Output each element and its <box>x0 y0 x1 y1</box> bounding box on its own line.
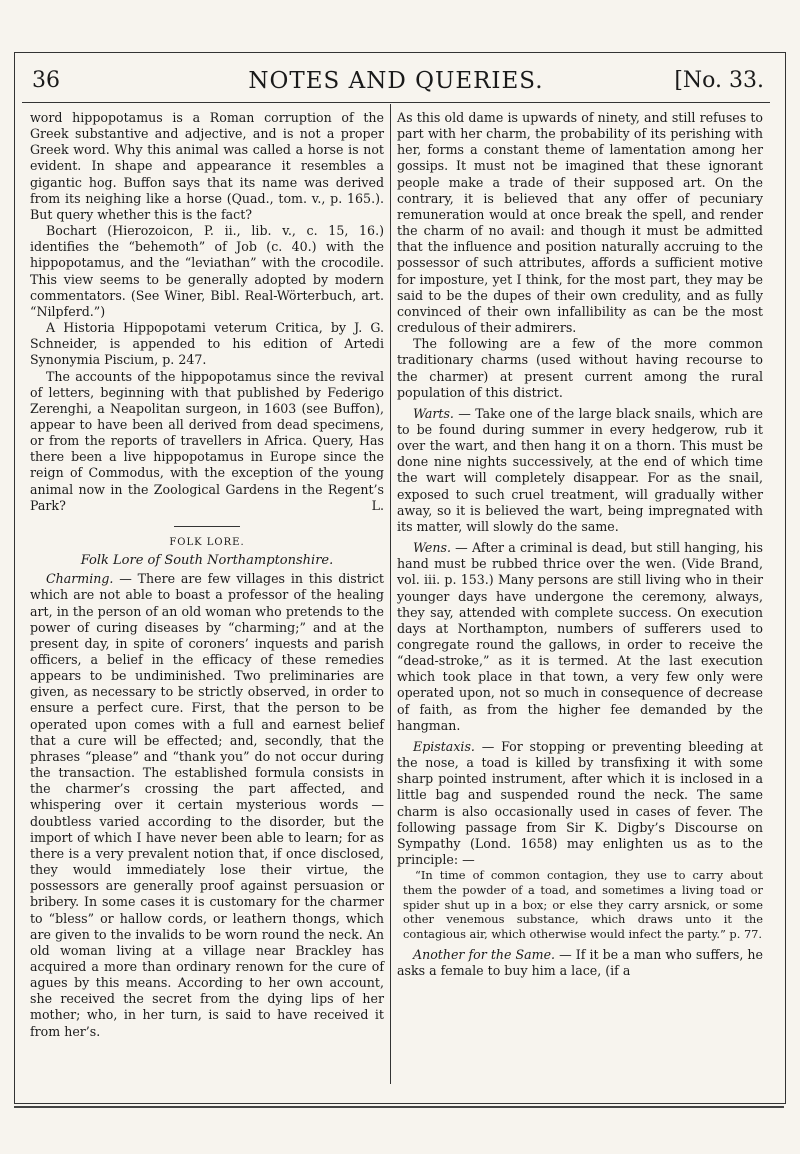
charming-title: Charming. <box>46 571 114 587</box>
page-header <box>22 62 770 103</box>
left-column <box>30 110 384 1040</box>
journal-title: NOTES AND QUERIES. <box>248 68 544 94</box>
charming-paragraph: Charming. — There are few villages in this district which are not able to boast a professor of the healing art, in the person of an old woman who pretends to the power of curing diseases by “charming;” and at the present day, in spite of coroners’ inquests and parish officers, a belief in the efficacy of these remedies appears to be undiminished. Two preliminaries are given, as necessary to be strictly observed, in order to ensure a perfect cure. First, that the person to be operated upon comes with a full and earnest belief that a cure will be effected; and, secondly, that the phrases “please” and “thank you” do not occur during the transaction. The established formula consists in the charmer’s crossing the part affected, and whispering over it certain mysterious words — doubtless varied according to the disorder, but the import of which I have never been able to learn; for as there is a very prevalent notion that, if once disclosed, they would immediately lose their virtue, the possessors are generally proof against persuasion or bribery. In some cases it is customary for the charmer to “bless” or hallow cords, or leathern thongs, which are given to the invalids to be worn round the neck. An old woman living at a village near Brackley has acquired a more than ordinary renown for the cure of agues by this means. According to her own account, she received the secret from the dying lips of her mother; who, in her turn, is said to have received it from her’s. <box>30 571 384 1039</box>
hippo-paragraph-4: The accounts of the hippopotamus since the revival of letters, beginning with that published by Federigo Zerenghi, a Neapolitan surgeon, in 1603 (see Buffon), appear to have been all derived from dead specimens, or from the reports of travellers in Africa. Query, Has there been a live hippopotamus in Europe since the reign of Commodus, with the exception of the young animal now in the Zoological Gardens in the Regent’s Park? L. <box>30 368 384 513</box>
another-paragraph: Another for the Same. — If it be a man who suffers, he asks a female to buy him a lace, (if a <box>397 946 763 978</box>
section-subheading: Folk Lore of South Northamptonshire. <box>80 553 334 569</box>
warts-title: Warts. <box>413 405 454 421</box>
charm-paragraph-cont: As this old dame is upwards of ninety, and still refuses to part with her charm, the probability of its perishing with her, forms a constant theme of lamentation among her gossips. It must not be imagined that these ignorant people make a trade of their supposed art. On the contrary, it is believed that any offer of pecuniary remuneration would at once break the spell, and render the charm of no avail: and though it must be admitted that the influence and position naturally accruing to the possessor of such attributes, affords a sufficient motive for imposture, yet I think, for the most part, they may be said to be the dupes of their own credulity, and as fully convinced of their own infallibility as can be the most credulous of their admirers. <box>397 110 763 336</box>
epistaxis-title: Epistaxis. <box>413 738 475 754</box>
right-column <box>397 110 763 979</box>
quote-text: “In time of common contagion, they use to carry about them the powder of a toad, and sometimes a living toad or spider shut up in a box; or else they carry arsnick, or some other venemous substance, which draws unto it the contagious air, which otherwise would infect the party.” p. 77. <box>403 868 763 941</box>
wens-paragraph: Wens. — After a criminal is dead, but still hanging, his hand must be rubbed thrice over the wen. (Vide Brand, vol. iii. p. 153.) Many persons are still living who in their younger days have undergone the ceremony, always, they say, attended with complete success. On execution days at Northampton, numbers of sufferers used to congregate round the gallows, in order to receive the “dead-stroke,” as it is termed. At the last execution which took place in that town, a very few only were operated upon, not so much in consequence of decrease of faith, as from the higher fee demanded by the hangman. <box>397 540 763 733</box>
wens-title: Wens. <box>413 540 451 556</box>
hippo-paragraph-2: Bochart (Hierozoicon, P. ii., lib. v., c. 15, 16.) identifies the “behemoth” of Job (c. 40.) with the hippopotamus, and the “leviathan” with the crocodile. This view seems to be generally adopted by modern commentators. (See Winer, Bibl. Real-Wörterbuch, art. “Nilpferd.”) <box>30 223 384 319</box>
hippo-paragraph-1: word hippopotamus is a Roman corruption of the Greek substantive and adjective, and is not a proper Greek word. Why this animal was called a horse is not evident. In shape and appearance it resembles a gigantic hog. Buffon says that its name was derived from its neighing like a horse (Quad., tom. v., p. 165.). But query whether this is the fact? <box>30 110 384 222</box>
warts-paragraph: Warts. — Take one of the large black snails, which are to be found during summer in every hedgerow, rub it over the wart, and then hang it on a thorn. This must be done nine nights successively, at the end of which time the wart will completely disappear. For as the snail, exposed to such cruel treatment, will gradually wither away, so it is believed the wart, being impregnated with its matter, will slowly do the same. <box>397 405 764 534</box>
issue-number: [No. 33. <box>674 68 764 93</box>
section-rule <box>174 526 240 527</box>
epistaxis-paragraph: Epistaxis. — For stopping or preventing bleeding at the nose, a toad is killed by transfixing it with some sharp pointed instrument, after which it is inclosed in a little bag and suspended round the neck. The same charm is also occasionally used in cases of fever. The following passage from Sir K. Digby’s Discourse on Sympathy (Lond. 1658) may enlighten us as to the principle: — <box>397 738 763 868</box>
digby-quote <box>397 868 763 942</box>
signature: L. <box>371 497 384 513</box>
column-divider <box>390 104 391 1084</box>
page-number: 36 <box>32 68 60 93</box>
traditionary-charms-paragraph: The following are a few of the more common traditionary charms (used without having recourse to the charmer) at present current among the rural population of this district. <box>397 336 763 400</box>
section-heading: FOLK LORE. <box>169 536 245 548</box>
bottom-rule <box>14 1106 784 1108</box>
another-title: Another for the Same. <box>413 946 556 962</box>
hippo-paragraph-3: A Historia Hippopotami veterum Critica, by J. G. Schneider, is appended to his edition of Artedi Synonymia Piscium, p. 247. <box>30 320 384 368</box>
